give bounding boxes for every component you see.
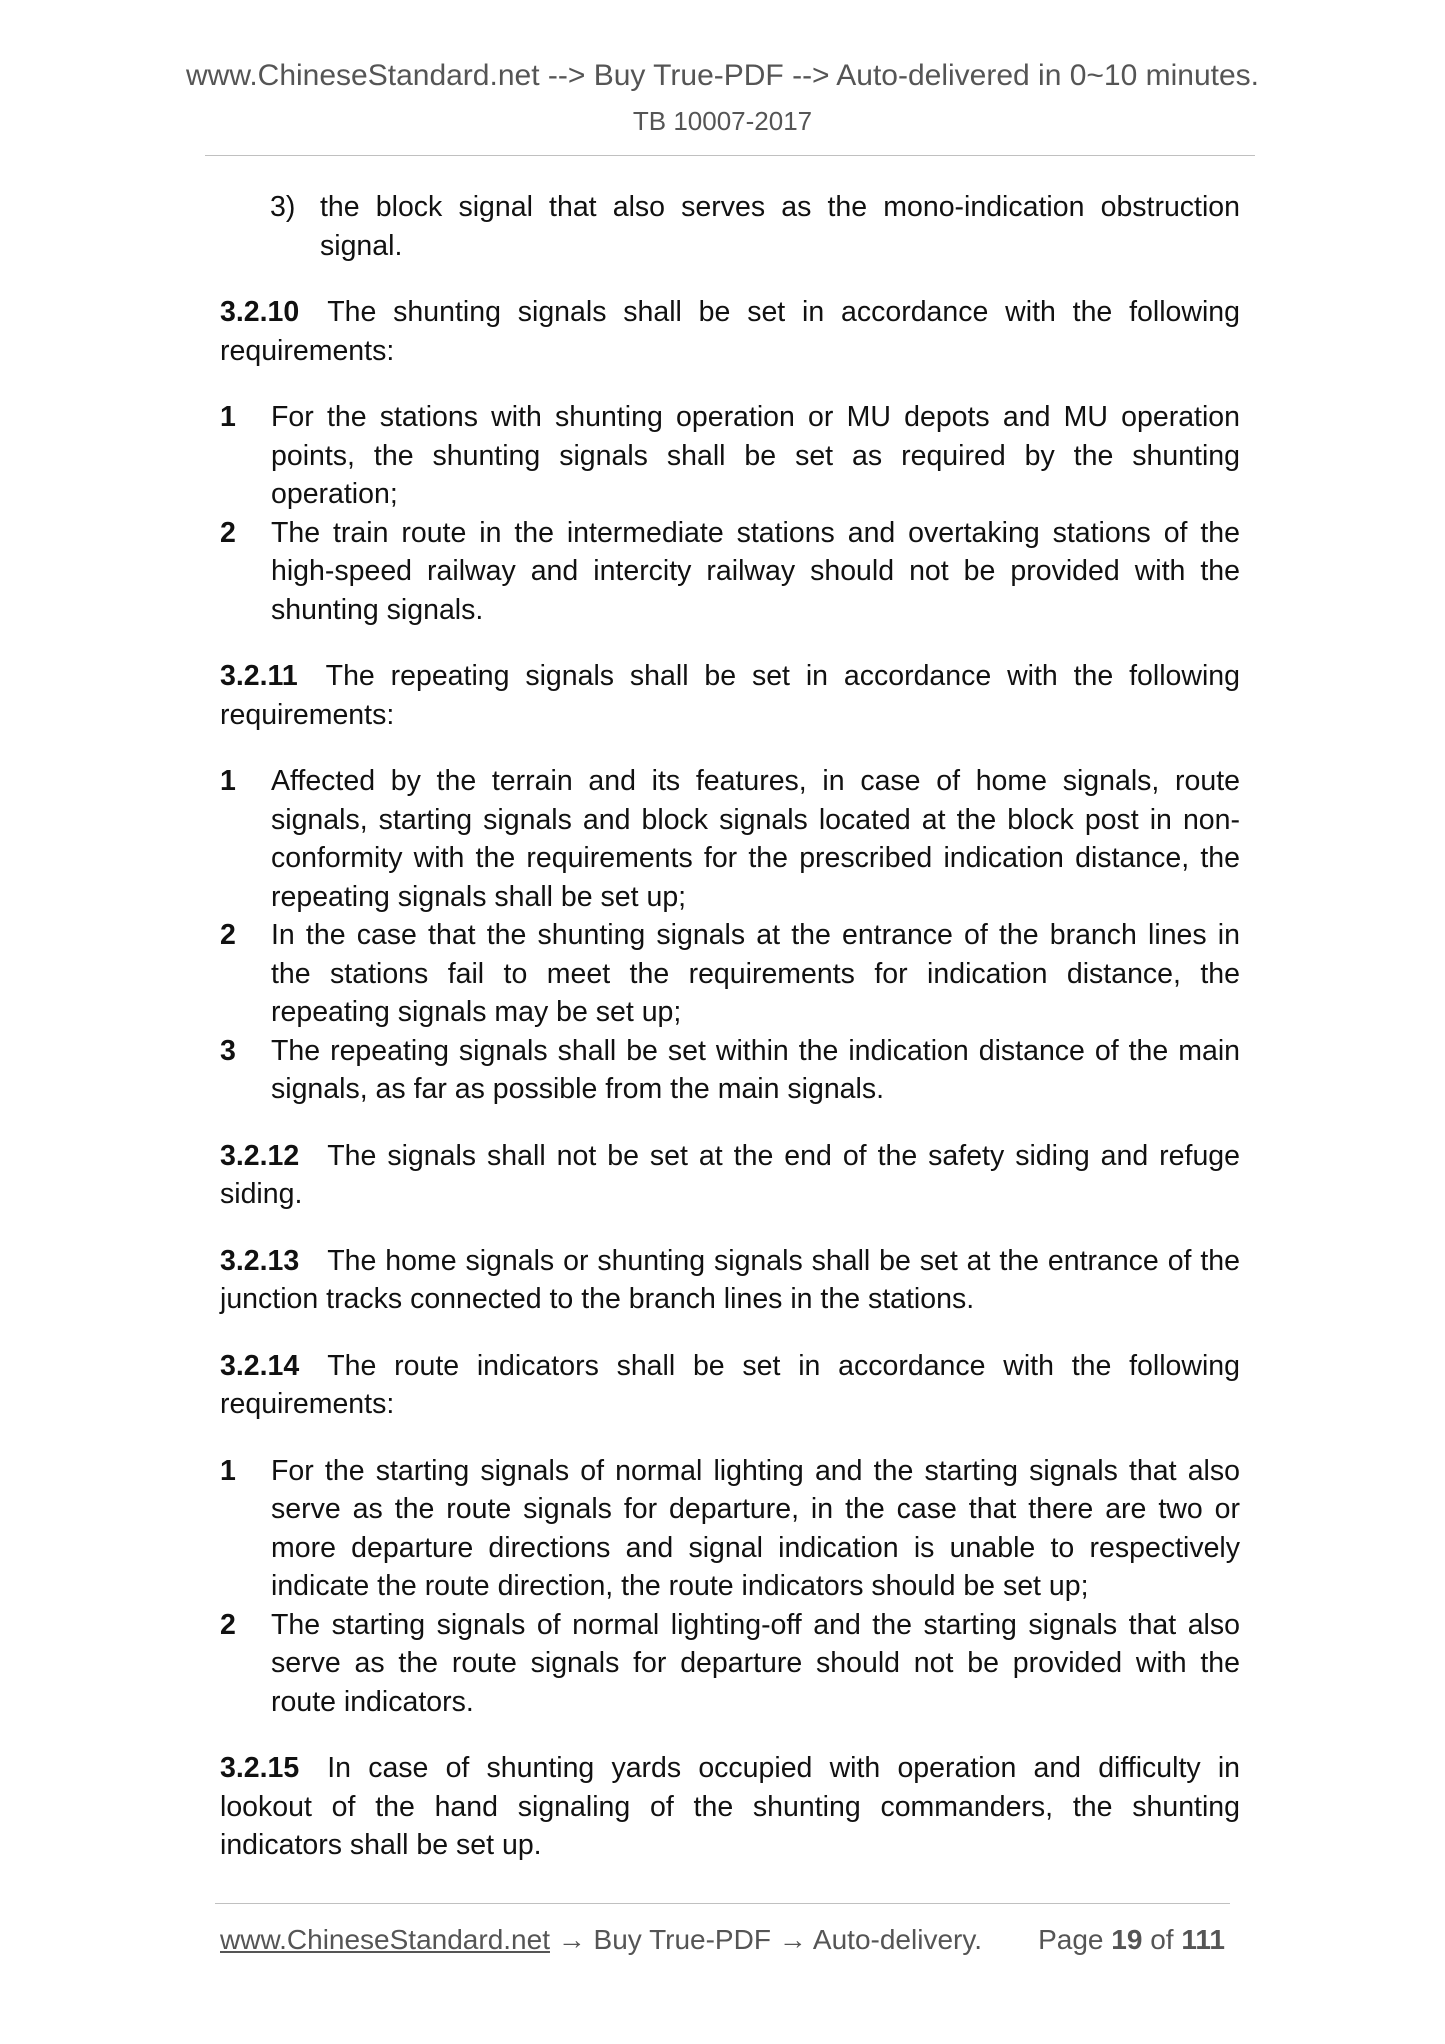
- list-item-text: In the case that the shunting signals at the entrance of the branch lines in the stations fail to meet the requirements for indication distance, the repeating signals may be set up;: [271, 919, 1240, 1028]
- clause-text: The route indicators shall be set in accordance with the following requirements:: [220, 1349, 1240, 1420]
- footer-site-link[interactable]: www.ChineseStandard.net: [220, 1924, 550, 1955]
- list-item-number: 1: [220, 765, 236, 797]
- clause-3-2-10-list: [220, 398, 1240, 629]
- page-number: [1038, 1922, 1225, 1958]
- list-item-number: 3): [270, 191, 296, 223]
- clause-3-2-12: [220, 1137, 1240, 1214]
- clause-number: 3.2.10: [220, 296, 300, 328]
- clause-3-2-11: [220, 657, 1240, 734]
- list-item-text: Affected by the terrain and its features, in case of home signals, route signals, starting signals and block signals located at the block post in non-conformity with the requirements for the prescribed indication distance, the repeating signals shall be set up;: [271, 765, 1240, 913]
- list-item-number: 1: [220, 401, 236, 433]
- clause-text: The signals shall not be set at the end of the safety siding and refuge siding.: [220, 1139, 1240, 1210]
- clause-3-2-10: [220, 293, 1240, 370]
- clause-3-2-14-list: [220, 1452, 1240, 1722]
- list-item-text: The starting signals of normal lighting-off and the starting signals that also serve as the route signals for departure should not be provided with the route indicators.: [271, 1608, 1240, 1718]
- clause-number: 3.2.14: [220, 1349, 300, 1382]
- clause-text: The repeating signals shall be set in accordance with the following requirements:: [220, 660, 1240, 731]
- current-page-number: 19: [1111, 1924, 1143, 1955]
- footer-divider: [215, 1903, 1230, 1904]
- header-divider: [205, 155, 1255, 156]
- document-code: TB 10007-2017: [632, 106, 813, 136]
- list-item: [220, 1452, 1240, 1606]
- clause-number: 3.2.12: [220, 1139, 300, 1172]
- of-word: of: [1142, 1924, 1182, 1955]
- clause-text: In case of shunting yards occupied with operation and difficulty in lookout of the hand signaling of the shunting commanders, the shunting indicators shall be set up.: [220, 1752, 1240, 1861]
- list-item: [220, 916, 1240, 1032]
- list-item: [220, 1032, 1240, 1109]
- footer-promo-text: → Buy True-PDF → Auto-delivery.: [549, 1924, 983, 1955]
- list-item: [220, 1606, 1240, 1722]
- list-item-number: 3: [220, 1034, 236, 1067]
- clause-number: 3.2.15: [220, 1752, 300, 1784]
- page-footer: [220, 1922, 1225, 1958]
- list-item-text: The train route in the intermediate stations and overtaking stations of the high-speed railway and intercity railway should not be provided with the shunting signals.: [271, 516, 1240, 626]
- list-item-text: For the starting signals of normal lighting and the starting signals that also serve as the route signals for departure, in the case that there are two or more departure directions and signal indication is unable to respectively indicate the route direction, the route indicators should be set up;: [271, 1454, 1240, 1602]
- list-item-number: 2: [220, 919, 236, 951]
- list-item-number: 1: [220, 1454, 236, 1487]
- list-item: [220, 514, 1240, 630]
- list-item-text: the block signal that also serves as the mono-indication obstruction signal.: [320, 191, 1240, 262]
- clause-3-2-14: [220, 1347, 1240, 1424]
- list-item: [220, 398, 1240, 514]
- clause-3-2-15: [220, 1749, 1240, 1865]
- list-item-text: For the stations with shunting operation or MU depots and MU operation points, the shunting signals shall be set as required by the shunting operation;: [271, 401, 1240, 510]
- total-page-count: 111: [1181, 1924, 1225, 1955]
- list-item-text: The repeating signals shall be set within the indication distance of the main signals, as far as possible from the main signals.: [271, 1034, 1240, 1105]
- footer-promo: [220, 1922, 982, 1958]
- clause-text: The shunting signals shall be set in accordance with the following requirements:: [220, 296, 1240, 367]
- list-item-number: 2: [220, 1608, 236, 1641]
- clause-number: 3.2.13: [220, 1244, 300, 1277]
- list-item-continued: [270, 188, 1240, 265]
- clause-3-2-13: [220, 1242, 1240, 1319]
- list-item: [220, 762, 1240, 916]
- clause-number: 3.2.11: [220, 660, 298, 692]
- clause-3-2-11-list: [220, 762, 1240, 1109]
- clause-text: The home signals or shunting signals shall be set at the entrance of the junction tracks connected to the branch lines in the stations.: [220, 1244, 1240, 1315]
- page-word: Page: [1038, 1924, 1112, 1955]
- page-content: [220, 188, 1240, 1893]
- list-item-number: 2: [220, 516, 236, 549]
- header-banner: www.ChineseStandard.net --> Buy True-PDF --> Auto-delivered in 0~10 minutes.: [185, 59, 1260, 92]
